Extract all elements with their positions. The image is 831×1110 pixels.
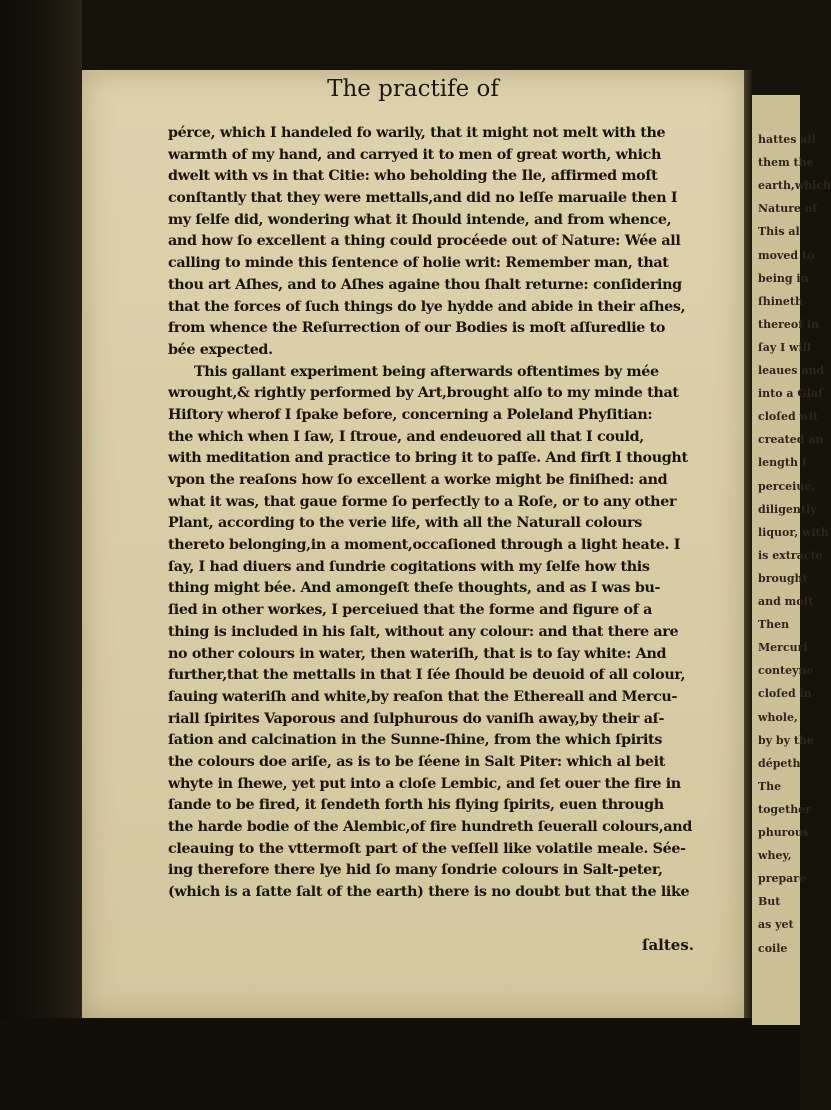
facing-page-fragment: conteyne bbox=[758, 664, 814, 678]
text-line: calling to minde this ſentence of holie writ: Remember man, that bbox=[168, 255, 669, 272]
text-line: warmth of my hand, and carryed it to men of great worth, which bbox=[168, 146, 662, 163]
text-line: dwelt with vs in that Citie: who beholding the Ile, affirmed moſt bbox=[168, 168, 658, 185]
text-line: no other colours in water, then wateriſh, that is to ſay white: And bbox=[168, 645, 667, 662]
text-line: vpon the reaſons how ſo excellent a worke might be finiſhed: and bbox=[168, 472, 668, 488]
facing-page-fragment: dépeth bbox=[758, 756, 801, 770]
facing-page-fragment: Then bbox=[758, 618, 790, 632]
facing-page-fragment: created an bbox=[758, 433, 824, 447]
text-line: Plant, according to the verie life, with all the Naturall colours bbox=[168, 515, 642, 532]
text-line: thou art Aſhes, and to Aſhes againe thou ſhalt returne: conſidering bbox=[168, 276, 682, 293]
text-line: further,that the mettalls in that I ſée ſhould be deuoid of all colour, bbox=[168, 667, 686, 684]
text-line: (which is a ſatte ſalt of the earth) there is no doubt but that the like bbox=[168, 884, 690, 901]
text-line: that the forces of ſuch things do lye hydde and abide in their aſhes, bbox=[168, 298, 686, 315]
facing-page-fragment: thereof in bbox=[758, 317, 819, 331]
book-page bbox=[82, 70, 744, 1018]
page-body bbox=[168, 123, 768, 904]
text-line: thereto belonging,in a moment,occaſioned through a light heate. I bbox=[168, 537, 681, 554]
text-line: my ſelfe did, wondering what it ſhould intende, and from whence, bbox=[168, 211, 672, 228]
facing-page-fragment: ſay I will bbox=[758, 340, 812, 354]
facing-page-fragment: into a Glaſ bbox=[758, 387, 823, 401]
book-gutter bbox=[744, 70, 752, 1018]
text-line: pérce, which I handeled fo warily, that it might not melt with the bbox=[168, 125, 666, 141]
facing-page-fragment: by by the bbox=[758, 733, 814, 747]
text-line: the harde bodie of the Alembic,of fire hundreth ſeuerall colours,and bbox=[168, 819, 692, 835]
text-line: ſay, I had diuers and ſundrie cogitations with my ſelfe how this bbox=[168, 558, 650, 575]
text-line: with meditation and practice to bring it to paſſe. And firſt I thought bbox=[168, 450, 688, 467]
facing-page-fragment: whey, bbox=[758, 849, 792, 863]
running-head: The practife of bbox=[327, 76, 499, 102]
facing-page-fragment: length I bbox=[758, 456, 807, 470]
facing-page-fragment: earth,which bbox=[758, 179, 831, 193]
facing-page-fragment: is extracte bbox=[758, 548, 823, 562]
facing-page-fragment: Mercuri bbox=[758, 641, 808, 655]
text-line: ing therefore there lye hid ſo many ſondrie colours in Salt-peter, bbox=[168, 862, 663, 879]
text-line: what it was, that gaue forme ſo perfectly to a Roſe, or to any other bbox=[168, 493, 677, 510]
facing-page-fragment: phurous bbox=[758, 826, 810, 839]
facing-page-fragment: Nature of bbox=[758, 202, 817, 216]
text-line: wrought,& rightly performed by Art,brought alſo to my minde that bbox=[168, 385, 679, 402]
facing-page-fragment: as yet bbox=[758, 918, 794, 932]
facing-page-fragment: together bbox=[758, 802, 811, 816]
facing-page-fragment: cloſed in bbox=[758, 687, 812, 701]
text-line: Hiſtory wherof I ſpake before, concerning a Poleland Phyſitian: bbox=[168, 406, 653, 423]
text-line: bée expected. bbox=[168, 341, 273, 358]
text-line: thing might bée. And amongeſt theſe thoughts, and as I was bu- bbox=[168, 580, 661, 597]
text-line: riall ſpirites Vaporous and ſulphurous do vaniſh away,by their aſ- bbox=[168, 710, 665, 727]
facing-page-fragment: liquor, with bbox=[758, 525, 829, 539]
facing-page-fragment: cloſed wit bbox=[758, 410, 819, 424]
facing-page-fragment: brought bbox=[758, 571, 808, 585]
facing-page-fragment: prepare bbox=[758, 872, 807, 886]
text-line: cleauing to the vttermoſt part of the veſſell like volatile meale. Sée- bbox=[168, 840, 686, 857]
catchword: ſaltes. bbox=[642, 936, 695, 954]
facing-page-fragment: moved to bbox=[758, 248, 815, 262]
facing-page-fragment: leaues and bbox=[758, 364, 825, 377]
facing-page-fragment: hattes all bbox=[758, 133, 816, 146]
facing-page-fragment: coile bbox=[758, 941, 788, 955]
text-line: ſation and calcination in the Sunne-ſhine, from the which ſpirits bbox=[168, 732, 663, 749]
text-line: conſtantly that they were mettalls,and did no leſſe maruaile then I bbox=[168, 190, 678, 207]
text-line: the which when I ſaw, I ſtroue, and endeuored all that I could, bbox=[168, 428, 644, 445]
text-line: ſande to be fired, it ſendeth forth his flying ſpirits, euen through bbox=[168, 797, 664, 814]
text-line: and how ſo excellent a thing could procéede out of Nature: Wée all bbox=[168, 233, 681, 250]
facing-page-fragment: being in bbox=[758, 271, 809, 285]
text-line: whyte in ſhewe, yet put into a cloſe Lembic, and ſet ouer the fire in bbox=[168, 775, 681, 792]
facing-page-edge bbox=[752, 95, 831, 1025]
facing-page-fragment: whole, bbox=[758, 710, 798, 724]
facing-page-fragment: This al bbox=[758, 225, 800, 239]
facing-page-fragment: But bbox=[758, 895, 781, 909]
facing-page-fragment: them the bbox=[758, 156, 814, 170]
text-line: ſauing wateriſh and white,by reaſon that the Ethereall and Mercu- bbox=[168, 688, 678, 705]
text-line: from whence the Reſurrection of our Bodies is moſt aſſuredlie to bbox=[168, 320, 666, 337]
text-line: ſied in other workes, I perceiued that the forme and figure of a bbox=[168, 602, 653, 619]
facing-page-fragment: and moſt bbox=[758, 595, 814, 608]
book-edge-shadow bbox=[0, 0, 82, 1110]
facing-page-fragment: diligently bbox=[758, 502, 817, 516]
text-line: the colours doe ariſe, as is to be ſéene in Salt Piter: which al beit bbox=[168, 753, 665, 770]
background-below-page bbox=[0, 1018, 800, 1110]
facing-page-fragment: The bbox=[758, 779, 782, 793]
text-line: thing is included in his ſalt, without any colour: and that there are bbox=[168, 623, 679, 640]
facing-page-fragment: ſhineth bbox=[758, 294, 803, 308]
facing-page-fragment: perceiue, bbox=[758, 479, 816, 493]
text-line: This gallant experiment being afterwards oftentimes by mée bbox=[194, 363, 659, 380]
